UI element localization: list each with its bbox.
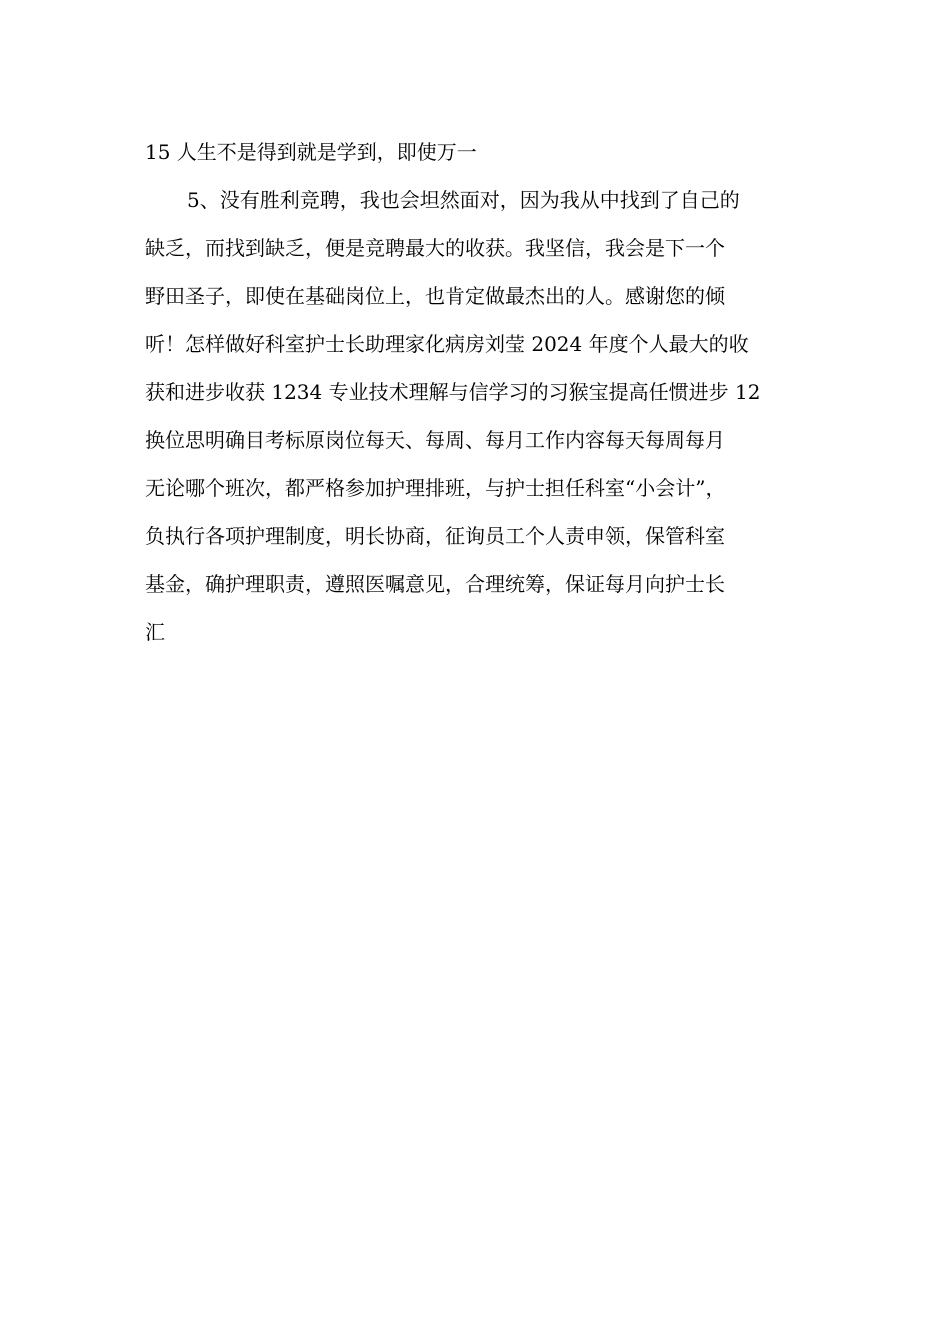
text-line-8: 无论哪个班次，都严格参加护理排班，与护士担任科室“小会计”， <box>145 476 726 500</box>
text-line-9: 负执行各项护理制度，明长协商，征询员工个人责申领，保管科室 <box>145 524 725 548</box>
text-line-10: 基金，确护理职责，遵照医嘱意见，合理统筹，保证每月向护士长 <box>145 572 725 596</box>
text-line-2: 5、没有胜利竞聘，我也会坦然面对，因为我从中找到了自己的 <box>187 188 740 212</box>
text-line-1: 15 人生不是得到就是学到，即使万一 <box>145 140 477 164</box>
text-line-5: 听！怎样做好科室护士长助理家化病房刘莹 2024 年度个人最大的收 <box>145 332 749 356</box>
text-line-7: 换位思明确目考标原岗位每天、每周、每月工作内容每天每周每月 <box>145 428 725 452</box>
text-line-4: 野田圣子，即使在基础岗位上，也肯定做最杰出的人。感谢您的倾 <box>145 284 725 308</box>
text-line-6: 获和进步收获 1234 专业技术理解与信学习的习猴宝提高任惯进步 12 <box>145 380 761 404</box>
document-body <box>145 128 825 656</box>
text-line-3: 缺乏，而找到缺乏，便是竞聘最大的收获。我坚信，我会是下一个 <box>145 236 725 260</box>
text-line-11: 汇 <box>145 620 165 644</box>
